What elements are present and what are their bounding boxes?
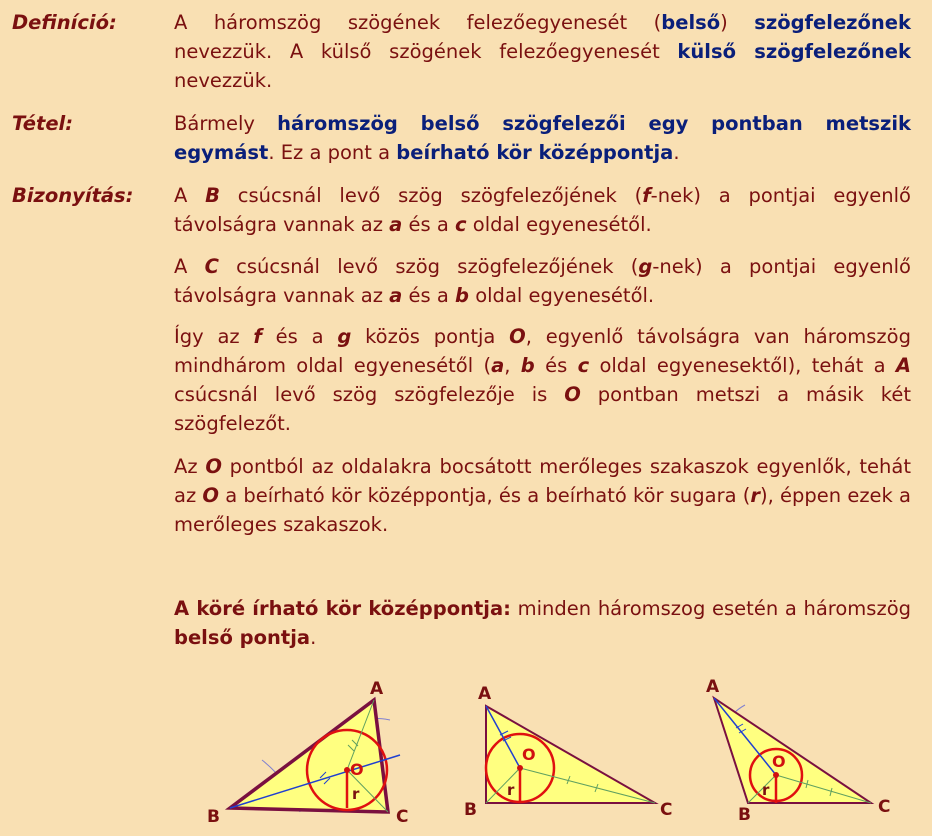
circumcenter-text: A köré írható kör középpontja: minden háromszog esetén a háromszög belső pontja. xyxy=(174,597,912,649)
proof-paragraph-1: A B csúcsnál levő szög szögfelezőjének (f-nek) a pontjai egyenlő távolságra vannak az a és a c oldal egyenesétől. xyxy=(174,184,911,236)
proof-term: Bizonyítás: xyxy=(12,184,134,207)
proof-paragraph-2: A C csúcsnál levő szög szögfelezőjének (g-nek) a pontjai egyenlő távolságra vannak az a és a b oldal egyenesétől. xyxy=(174,255,911,307)
proof-paragraph-3: Így az f és a g közös pontja O, egyenlő távolságra van háromszög mindhárom oldal egyenesétől (a, b és c oldal egyenesektől), tehát a A csúcsnál levő szög szögfelezője is O pontban metszi a másik két szögfelezőt. xyxy=(174,325,912,435)
label-vertex-b: B xyxy=(207,807,220,827)
theorem-term: Tétel: xyxy=(12,112,74,135)
figure-acute-triangle xyxy=(207,679,408,827)
label-incenter-o: O xyxy=(772,752,786,771)
label-vertex-b: B xyxy=(738,805,751,825)
label-incenter-o: O xyxy=(350,760,364,779)
label-radius-r: r xyxy=(352,785,360,803)
label-vertex-a: A xyxy=(706,677,720,697)
label-vertex-c: C xyxy=(660,800,673,820)
definition-term: Definíció: xyxy=(12,11,117,34)
incenter-point xyxy=(773,772,779,778)
incenter-point xyxy=(517,765,523,771)
triangle-abc xyxy=(714,698,871,803)
label-vertex-a: A xyxy=(478,684,492,704)
definition-text: A háromszög szögének felezőegyenesét (belső) szögfelezőnek nevezzük. A külső szögének felezőegyenesét külső szögfelezőnek nevezzük. xyxy=(174,11,911,92)
label-radius-r: r xyxy=(762,781,770,799)
label-vertex-c: C xyxy=(396,807,409,827)
label-vertex-a: A xyxy=(370,679,384,699)
label-vertex-b: B xyxy=(464,800,477,820)
theorem-text: Bármely háromszög belső szögfelezői egy pontban metszik egymást. Ez a pont a beírható kör középpontja. xyxy=(174,112,911,164)
label-incenter-o: O xyxy=(522,745,536,764)
label-vertex-c: C xyxy=(878,797,891,817)
figure-obtuse-triangle xyxy=(706,677,890,825)
figure-right-triangle xyxy=(464,684,672,820)
proof-paragraph-4: Az O pontból az oldalakra bocsátott merőleges szakaszok egyenlők, tehát az O a beírható kör középpontja, és a beírható kör sugara (r), éppen ezek a merőleges szakaszok. xyxy=(174,455,911,536)
label-radius-r: r xyxy=(507,781,515,799)
